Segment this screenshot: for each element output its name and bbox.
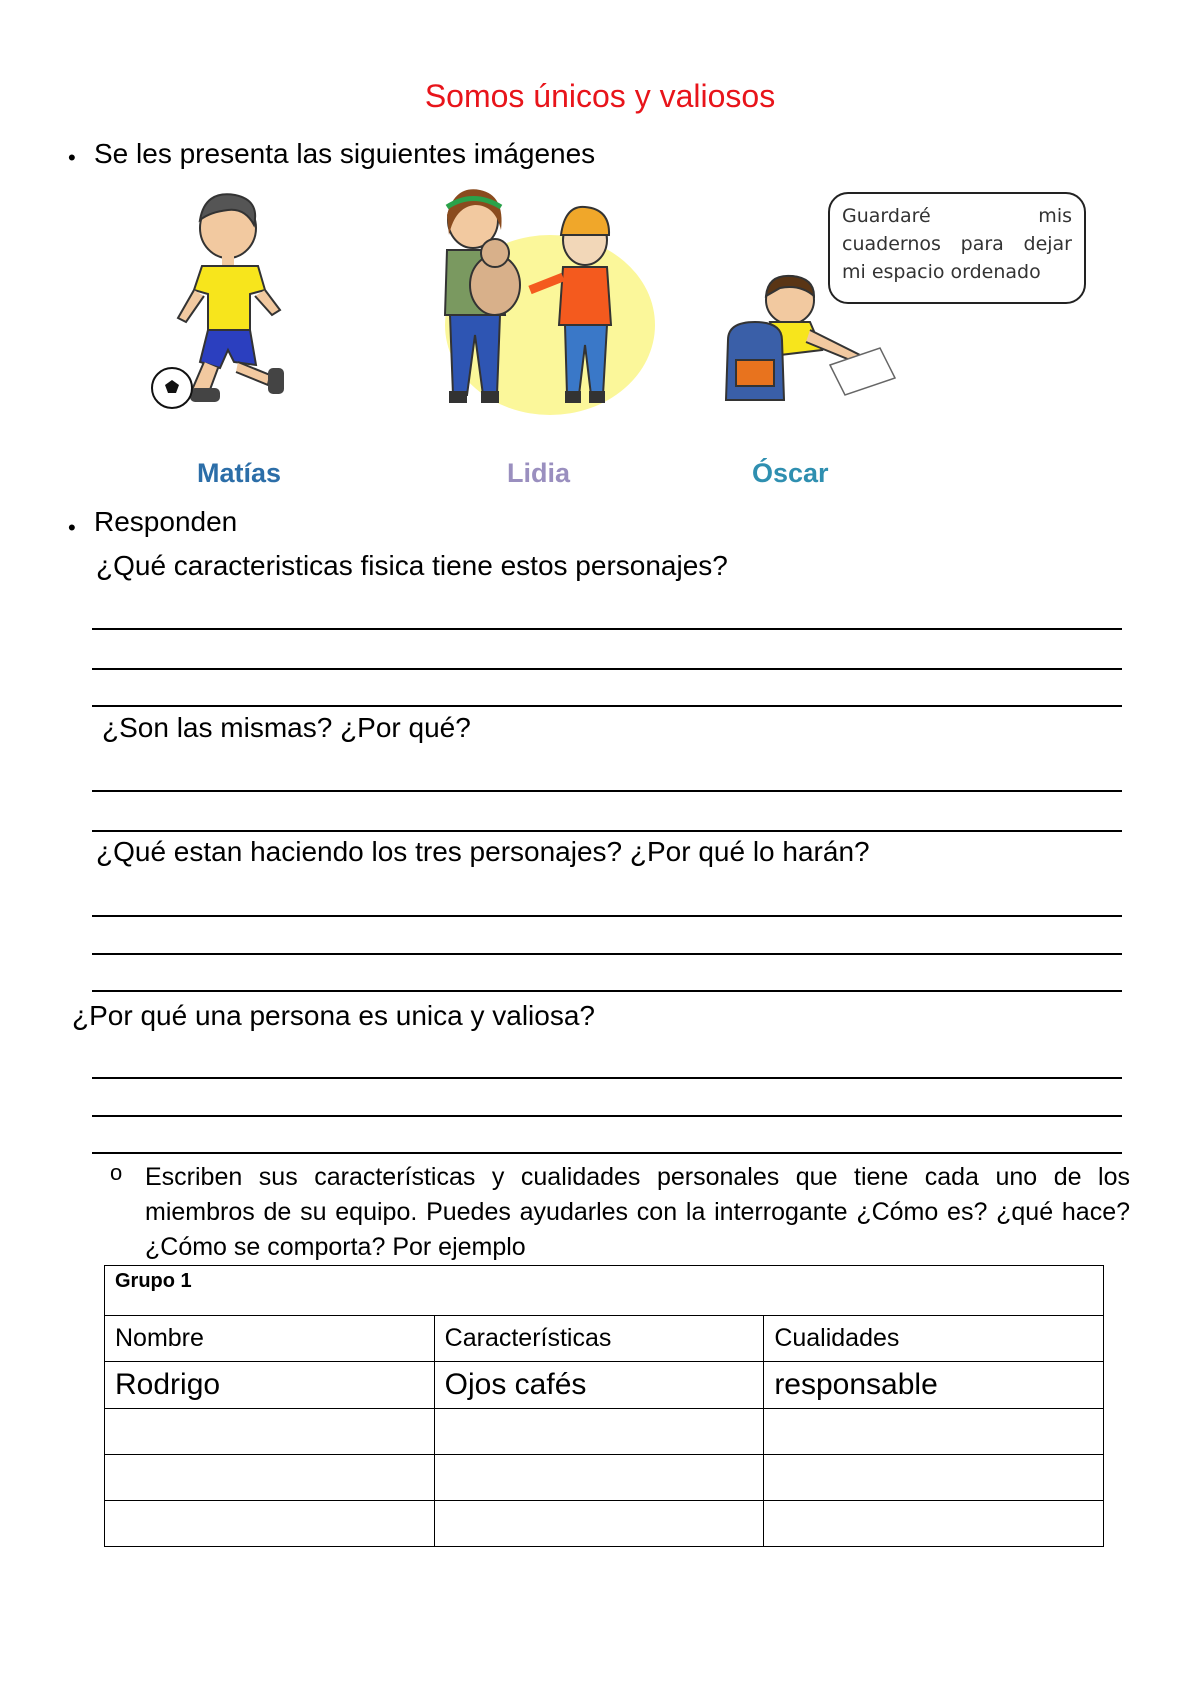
name-matias: Matías [197, 458, 282, 488]
question-3: ¿Qué estan haciendo los tres personajes? ¿Por qué lo harán? [96, 836, 870, 867]
answer-line[interactable] [92, 628, 1122, 630]
group-title: Grupo 1 [105, 1266, 1104, 1316]
matias-illustration [150, 190, 330, 420]
table-cell[interactable] [434, 1501, 764, 1547]
task-instructions: Escriben sus características y cualidades personales que tiene cada uno de los miembros de su equipo. Puedes ayudarles con la interrogante ¿Cómo es? ¿qué hace? ¿Cómo se comporta? Por ejemplo [145, 1163, 1130, 1261]
table-cell[interactable] [105, 1455, 435, 1501]
question-4: ¿Por qué una persona es unica y valiosa? [72, 1000, 595, 1031]
speech-bubble: Guardaré mis cuadernos para dejar mi espacio ordenado [828, 192, 1086, 304]
bullet-icon: • [68, 145, 76, 170]
header-cualidades: Cualidades [764, 1316, 1104, 1362]
table-cell[interactable] [434, 1455, 764, 1501]
table-cell[interactable]: Ojos cafés [434, 1362, 764, 1409]
table-row [105, 1409, 1104, 1455]
page-title: Somos únicos y valiosos [424, 78, 776, 114]
table-row [105, 1362, 1104, 1409]
bullet-icon: • [68, 515, 76, 540]
answer-line[interactable] [92, 705, 1122, 707]
question-2: ¿Son las mismas? ¿Por qué? [102, 712, 471, 743]
table-cell[interactable]: Rodrigo [105, 1362, 435, 1409]
header-nombre: Nombre [105, 1316, 435, 1362]
table-cell[interactable] [764, 1501, 1104, 1547]
answer-line[interactable] [92, 953, 1122, 955]
answer-line[interactable] [92, 1077, 1122, 1079]
answer-line[interactable] [92, 990, 1122, 992]
table-row [105, 1455, 1104, 1501]
table-cell[interactable] [105, 1501, 435, 1547]
group-table [104, 1265, 1104, 1547]
answer-line[interactable] [92, 790, 1122, 792]
header-caracteristicas: Características [434, 1316, 764, 1362]
table-cell[interactable]: responsable [764, 1362, 1104, 1409]
lidia-illustration [425, 185, 655, 430]
question-1: ¿Qué caracteristicas fisica tiene estos personajes? [96, 550, 728, 581]
answer-line[interactable] [92, 915, 1122, 917]
sub-bullet-icon: o [110, 1160, 123, 1185]
respond-label: Responden [94, 506, 238, 537]
table-cell[interactable] [105, 1409, 435, 1455]
name-lidia: Lidia [507, 458, 571, 488]
name-oscar: Óscar [752, 458, 829, 488]
table-cell[interactable] [764, 1409, 1104, 1455]
table-cell[interactable] [764, 1455, 1104, 1501]
answer-line[interactable] [92, 830, 1122, 832]
answer-line[interactable] [92, 668, 1122, 670]
answer-line[interactable] [92, 1152, 1122, 1154]
answer-line[interactable] [92, 1115, 1122, 1117]
intro-text: Se les presenta las siguientes imágenes [94, 138, 596, 169]
table-row [105, 1501, 1104, 1547]
table-cell[interactable] [434, 1409, 764, 1455]
